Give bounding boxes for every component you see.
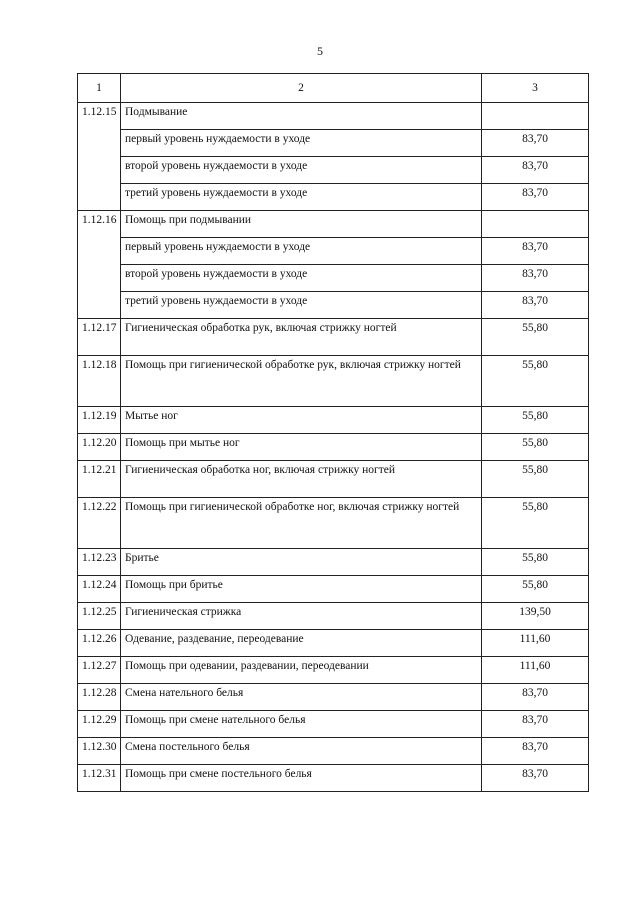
table-row <box>78 549 589 576</box>
row-code: 1.12.17 <box>78 319 121 356</box>
row-name: Помощь при мытье ног <box>121 434 482 461</box>
row-name: Гигиеническая стрижка <box>121 603 482 630</box>
row-code: 1.12.18 <box>78 356 121 407</box>
row-code: 1.12.31 <box>78 765 121 792</box>
row-name: Смена нательного белья <box>121 684 482 711</box>
subrow-value: 83,70 <box>482 184 589 211</box>
row-code: 1.12.21 <box>78 461 121 498</box>
row-name: Смена постельного белья <box>121 738 482 765</box>
table-row <box>78 657 589 684</box>
row-value <box>482 211 589 238</box>
table-row <box>78 319 589 356</box>
row-value <box>482 103 589 130</box>
subrow-value: 83,70 <box>482 292 589 319</box>
row-value: 55,80 <box>482 434 589 461</box>
row-code: 1.12.19 <box>78 407 121 434</box>
subrow-name: второй уровень нуждаемости в уходе <box>121 157 482 184</box>
row-name: Помощь при смене нательного белья <box>121 711 482 738</box>
table-subrow <box>78 238 589 265</box>
row-code: 1.12.26 <box>78 630 121 657</box>
table-row <box>78 356 589 407</box>
row-value: 55,80 <box>482 461 589 498</box>
row-value: 111,60 <box>482 657 589 684</box>
tariff-table <box>77 73 589 792</box>
table-row <box>78 684 589 711</box>
row-value: 139,50 <box>482 603 589 630</box>
table-row <box>78 103 589 130</box>
table-row <box>78 711 589 738</box>
row-value: 83,70 <box>482 765 589 792</box>
row-code: 1.12.15 <box>78 103 121 211</box>
row-value: 55,80 <box>482 319 589 356</box>
subrow-name: первый уровень нуждаемости в уходе <box>121 130 482 157</box>
row-name: Помощь при смене постельного белья <box>121 765 482 792</box>
row-value: 83,70 <box>482 684 589 711</box>
row-code: 1.12.30 <box>78 738 121 765</box>
subrow-name: первый уровень нуждаемости в уходе <box>121 238 482 265</box>
subrow-value: 83,70 <box>482 265 589 292</box>
row-value: 55,80 <box>482 576 589 603</box>
subrow-name: третий уровень нуждаемости в уходе <box>121 292 482 319</box>
header-col-3: 3 <box>482 74 589 103</box>
subrow-value: 83,70 <box>482 238 589 265</box>
table-row <box>78 765 589 792</box>
row-code: 1.12.29 <box>78 711 121 738</box>
row-name: Помощь при гигиенической обработке ног, включая стрижку ногтей <box>121 498 482 549</box>
row-code: 1.12.27 <box>78 657 121 684</box>
row-name: Мытье ног <box>121 407 482 434</box>
row-name: Помощь при одевании, раздевании, переодевании <box>121 657 482 684</box>
row-name: Одевание, раздевание, переодевание <box>121 630 482 657</box>
row-code: 1.12.28 <box>78 684 121 711</box>
row-value: 55,80 <box>482 498 589 549</box>
table-row <box>78 738 589 765</box>
page-number: 5 <box>317 44 323 58</box>
subrow-value: 83,70 <box>482 157 589 184</box>
table-subrow <box>78 130 589 157</box>
row-code: 1.12.20 <box>78 434 121 461</box>
table-row <box>78 434 589 461</box>
row-name: Гигиеническая обработка ног, включая стрижку ногтей <box>121 461 482 498</box>
row-value: 111,60 <box>482 630 589 657</box>
header-col-2: 2 <box>121 74 482 103</box>
table-row <box>78 603 589 630</box>
row-name: Подмывание <box>121 103 482 130</box>
table-row <box>78 461 589 498</box>
row-value: 55,80 <box>482 407 589 434</box>
table-row <box>78 630 589 657</box>
table-row <box>78 407 589 434</box>
table-subrow <box>78 265 589 292</box>
table-row <box>78 498 589 549</box>
header-col-1: 1 <box>78 74 121 103</box>
table-header-row <box>78 74 589 103</box>
row-name: Помощь при подмывании <box>121 211 482 238</box>
row-value: 83,70 <box>482 711 589 738</box>
row-code: 1.12.25 <box>78 603 121 630</box>
row-name: Помощь при гигиенической обработке рук, включая стрижку ногтей <box>121 356 482 407</box>
row-code: 1.12.22 <box>78 498 121 549</box>
row-name: Помощь при бритье <box>121 576 482 603</box>
subrow-value: 83,70 <box>482 130 589 157</box>
row-code: 1.12.23 <box>78 549 121 576</box>
table-row <box>78 576 589 603</box>
row-code: 1.12.16 <box>78 211 121 319</box>
row-value: 83,70 <box>482 738 589 765</box>
row-name: Гигиеническая обработка рук, включая стрижку ногтей <box>121 319 482 356</box>
table-subrow <box>78 157 589 184</box>
subrow-name: третий уровень нуждаемости в уходе <box>121 184 482 211</box>
table-row <box>78 211 589 238</box>
subrow-name: второй уровень нуждаемости в уходе <box>121 265 482 292</box>
row-value: 55,80 <box>482 356 589 407</box>
row-value: 55,80 <box>482 549 589 576</box>
table-subrow <box>78 292 589 319</box>
table-subrow <box>78 184 589 211</box>
row-name: Бритье <box>121 549 482 576</box>
row-code: 1.12.24 <box>78 576 121 603</box>
